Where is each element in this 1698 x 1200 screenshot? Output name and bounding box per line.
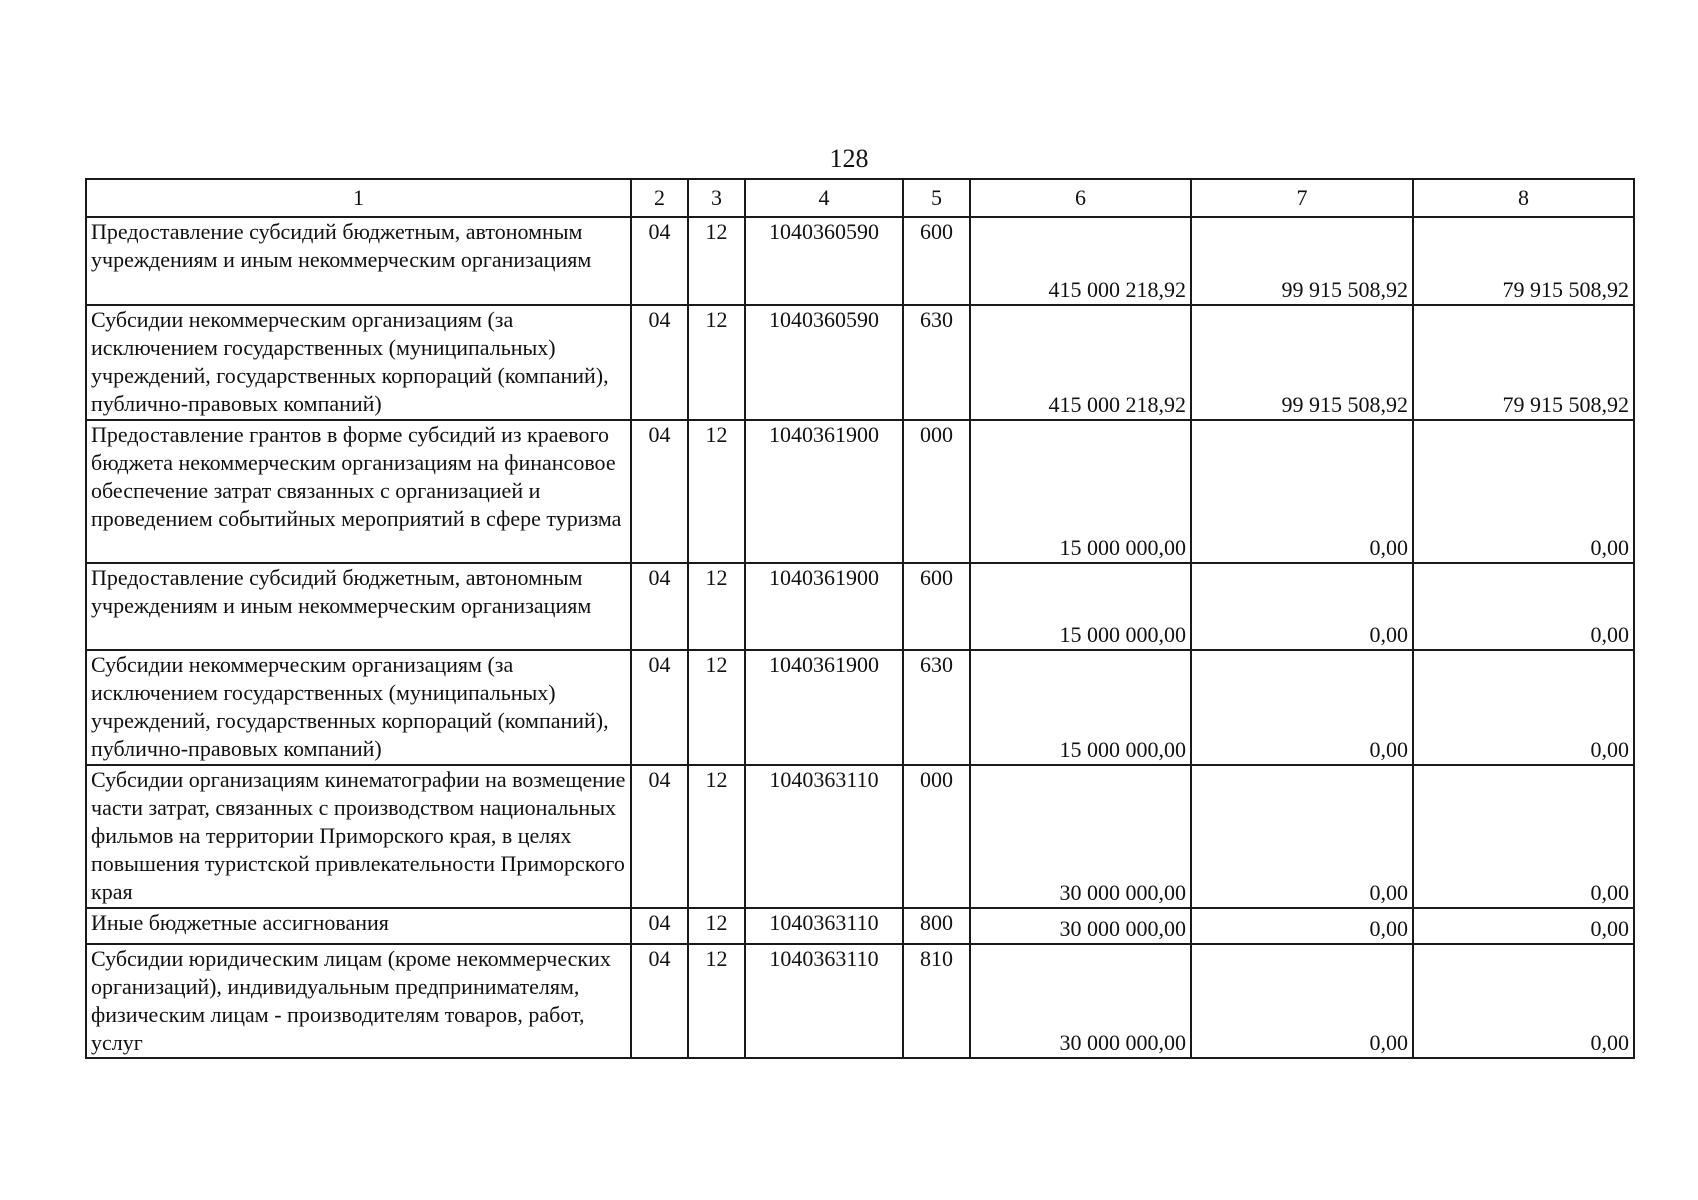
- cell-amount-6: 30 000 000,00: [970, 944, 1191, 1058]
- cell-section: 04: [631, 908, 688, 944]
- cell-section: 04: [631, 944, 688, 1058]
- cell-subsection: 12: [688, 305, 745, 420]
- table-row: [86, 650, 1634, 765]
- cell-subsection: 12: [688, 944, 745, 1058]
- cell-amount-8: 0,00: [1413, 650, 1634, 765]
- cell-amount-7: 0,00: [1191, 420, 1413, 563]
- cell-expense-type: 810: [903, 944, 970, 1058]
- cell-target-article: 1040360590: [745, 217, 903, 305]
- column-header: 2: [631, 179, 688, 217]
- cell-expense-type: 000: [903, 765, 970, 908]
- row-name: Субсидии юридическим лицам (кроме некоммерческих организаций), индивидуальным предпринимателям, физическим лицам - производителям товаров, работ, услуг: [86, 944, 631, 1058]
- cell-expense-type: 630: [903, 650, 970, 765]
- row-name: Субсидии некоммерческим организациям (за исключением государственных (муниципальных) учреждений, государственных корпораций (компаний), публично-правовых компаний): [86, 305, 631, 420]
- cell-section: 04: [631, 765, 688, 908]
- cell-target-article: 1040361900: [745, 650, 903, 765]
- cell-amount-7: 0,00: [1191, 650, 1413, 765]
- cell-subsection: 12: [688, 420, 745, 563]
- cell-expense-type: 800: [903, 908, 970, 944]
- table-row: [86, 305, 1634, 420]
- row-name: Иные бюджетные ассигнования: [86, 908, 631, 944]
- cell-amount-6: 15 000 000,00: [970, 650, 1191, 765]
- cell-amount-7: 99 915 508,92: [1191, 305, 1413, 420]
- cell-subsection: 12: [688, 908, 745, 944]
- cell-amount-6: 15 000 000,00: [970, 420, 1191, 563]
- budget-table: [85, 178, 1635, 1059]
- cell-amount-8: 0,00: [1413, 908, 1634, 944]
- table-row: [86, 420, 1634, 563]
- cell-target-article: 1040361900: [745, 420, 903, 563]
- column-header: 3: [688, 179, 745, 217]
- cell-amount-6: 15 000 000,00: [970, 563, 1191, 650]
- table-row: [86, 563, 1634, 650]
- cell-subsection: 12: [688, 650, 745, 765]
- cell-expense-type: 600: [903, 563, 970, 650]
- cell-section: 04: [631, 305, 688, 420]
- cell-amount-7: 99 915 508,92: [1191, 217, 1413, 305]
- column-header: 4: [745, 179, 903, 217]
- cell-section: 04: [631, 420, 688, 563]
- cell-target-article: 1040363110: [745, 765, 903, 908]
- cell-amount-6: 30 000 000,00: [970, 765, 1191, 908]
- header-row: [86, 179, 1634, 217]
- cell-amount-7: 0,00: [1191, 908, 1413, 944]
- cell-subsection: 12: [688, 563, 745, 650]
- cell-section: 04: [631, 650, 688, 765]
- cell-target-article: 1040361900: [745, 563, 903, 650]
- cell-expense-type: 600: [903, 217, 970, 305]
- cell-amount-6: 415 000 218,92: [970, 305, 1191, 420]
- row-name: Предоставление грантов в форме субсидий из краевого бюджета некоммерческим организациям на финансовое обеспечение затрат связанных с организацией и проведением событийных мероприятий в сфере туризма: [86, 420, 631, 563]
- cell-subsection: 12: [688, 765, 745, 908]
- cell-section: 04: [631, 217, 688, 305]
- cell-amount-8: 79 915 508,92: [1413, 217, 1634, 305]
- row-name: Предоставление субсидий бюджетным, автономным учреждениям и иным некоммерческим организациям: [86, 217, 631, 305]
- cell-amount-8: 0,00: [1413, 765, 1634, 908]
- cell-target-article: 1040363110: [745, 908, 903, 944]
- cell-subsection: 12: [688, 217, 745, 305]
- cell-amount-8: 79 915 508,92: [1413, 305, 1634, 420]
- column-header: 6: [970, 179, 1191, 217]
- cell-section: 04: [631, 563, 688, 650]
- page-number: 128: [829, 144, 869, 173]
- cell-amount-8: 0,00: [1413, 563, 1634, 650]
- table-row: [86, 765, 1634, 908]
- column-header: 8: [1413, 179, 1634, 217]
- table-row: [86, 908, 1634, 944]
- table-row: [86, 217, 1634, 305]
- cell-amount-7: 0,00: [1191, 944, 1413, 1058]
- cell-amount-6: 30 000 000,00: [970, 908, 1191, 944]
- column-header: 5: [903, 179, 970, 217]
- cell-expense-type: 000: [903, 420, 970, 563]
- cell-amount-8: 0,00: [1413, 944, 1634, 1058]
- row-name: Субсидии организациям кинематографии на возмещение части затрат, связанных с производством национальных фильмов на территории Приморского края, в целях повышения туристской привлекательности Приморского края: [86, 765, 631, 908]
- table-row: [86, 944, 1634, 1058]
- column-header: 1: [86, 179, 631, 217]
- cell-amount-7: 0,00: [1191, 765, 1413, 908]
- row-name: Субсидии некоммерческим организациям (за исключением государственных (муниципальных) учреждений, государственных корпораций (компаний), публично-правовых компаний): [86, 650, 631, 765]
- cell-amount-6: 415 000 218,92: [970, 217, 1191, 305]
- cell-target-article: 1040363110: [745, 944, 903, 1058]
- column-header: 7: [1191, 179, 1413, 217]
- row-name: Предоставление субсидий бюджетным, автономным учреждениям и иным некоммерческим организациям: [86, 563, 631, 650]
- cell-target-article: 1040360590: [745, 305, 903, 420]
- cell-expense-type: 630: [903, 305, 970, 420]
- cell-amount-7: 0,00: [1191, 563, 1413, 650]
- cell-amount-8: 0,00: [1413, 420, 1634, 563]
